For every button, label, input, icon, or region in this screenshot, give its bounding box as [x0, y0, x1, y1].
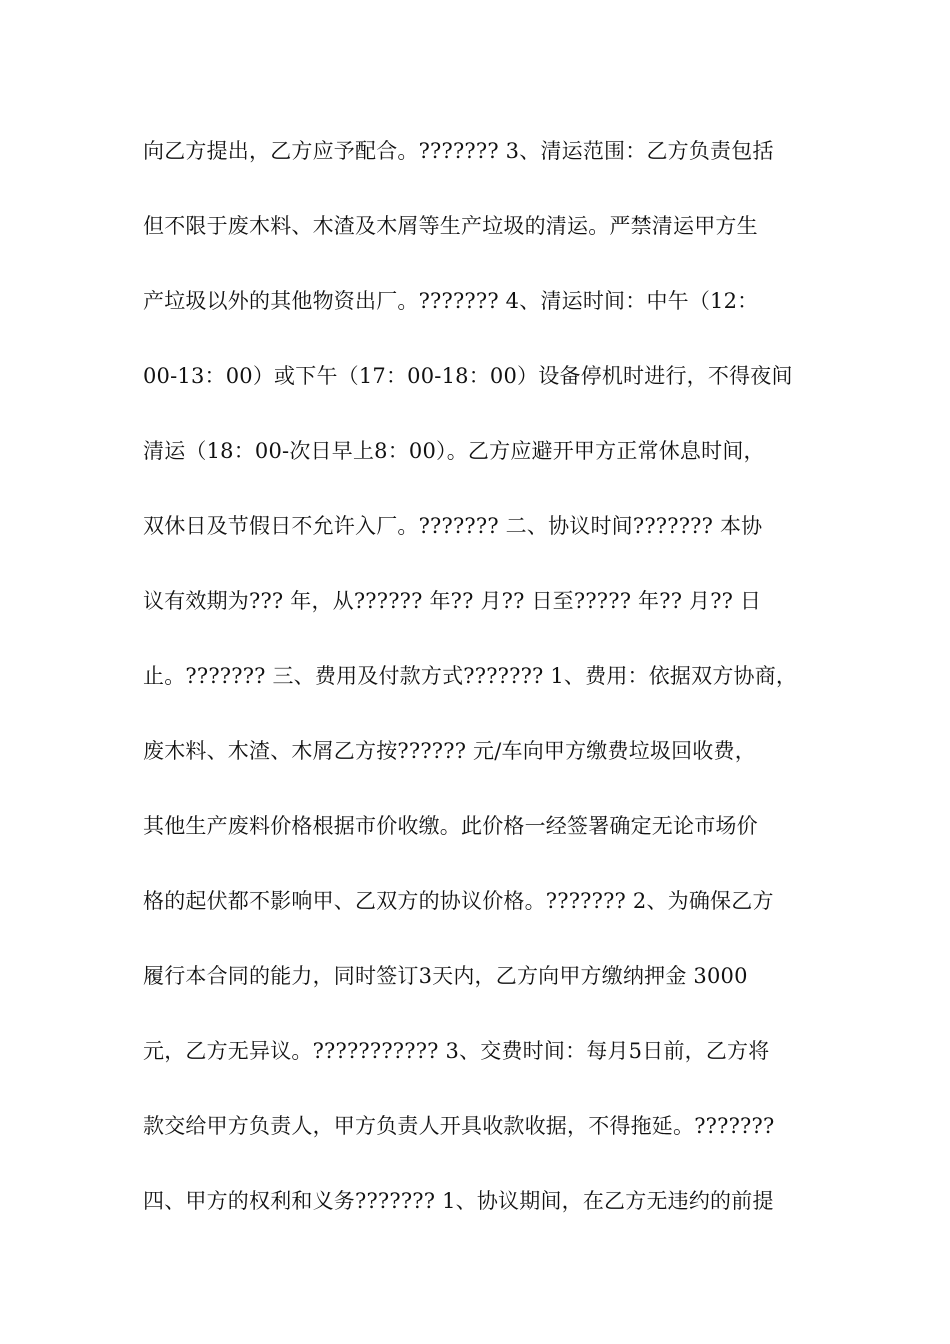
text-line: 履行本合同的能力，同时签订3天内，乙方向甲方缴纳押金 3000	[143, 964, 748, 988]
text-line: 双休日及节假日不允许入厂。??????? 二、协议时间??????? 本协	[143, 514, 763, 538]
text-line: 向乙方提出，乙方应予配合。??????? 3、清运范围：乙方负责包括	[143, 139, 774, 163]
text-line: 止。??????? 三、费用及付款方式??????? 1、费用：依据双方协商，	[143, 664, 798, 688]
text-line: 产垃圾以外的其他物资出厂。??????? 4、清运时间：中午（12：	[143, 289, 759, 313]
text-line: 议有效期为??? 年，从?????? 年?? 月?? 日至????? 年?? 月?? 日	[143, 589, 762, 613]
text-line: 四、甲方的权利和义务??????? 1、协议期间，在乙方无违约的前提	[143, 1189, 774, 1213]
text-line: 元，乙方无异议。??????????? 3、交费时间：每月5日前，乙方将	[143, 1039, 770, 1063]
text-line: 格的起伏都不影响甲、乙双方的协议价格。??????? 2、为确保乙方	[143, 889, 774, 913]
text-line: 00-13：00）或下午（17：00-18：00）设备停机时进行，不得夜间	[143, 364, 793, 388]
text-line: 款交给甲方负责人，甲方负责人开具收款收据，不得拖延。???????	[143, 1114, 775, 1138]
text-line: 其他生产废料价格根据市价收缴。此价格一经签署确定无论市场价	[143, 814, 758, 838]
text-line: 废木料、木渣、木屑乙方按?????? 元/车向甲方缴费垃圾回收费，	[143, 739, 756, 763]
text-line: 清运（18：00-次日早上8：00）。乙方应避开甲方正常休息时间，	[143, 439, 765, 463]
document-body	[143, 133, 823, 1258]
text-line: 但不限于废木料、木渣及木屑等生产垃圾的清运。严禁清运甲方生	[143, 214, 758, 238]
